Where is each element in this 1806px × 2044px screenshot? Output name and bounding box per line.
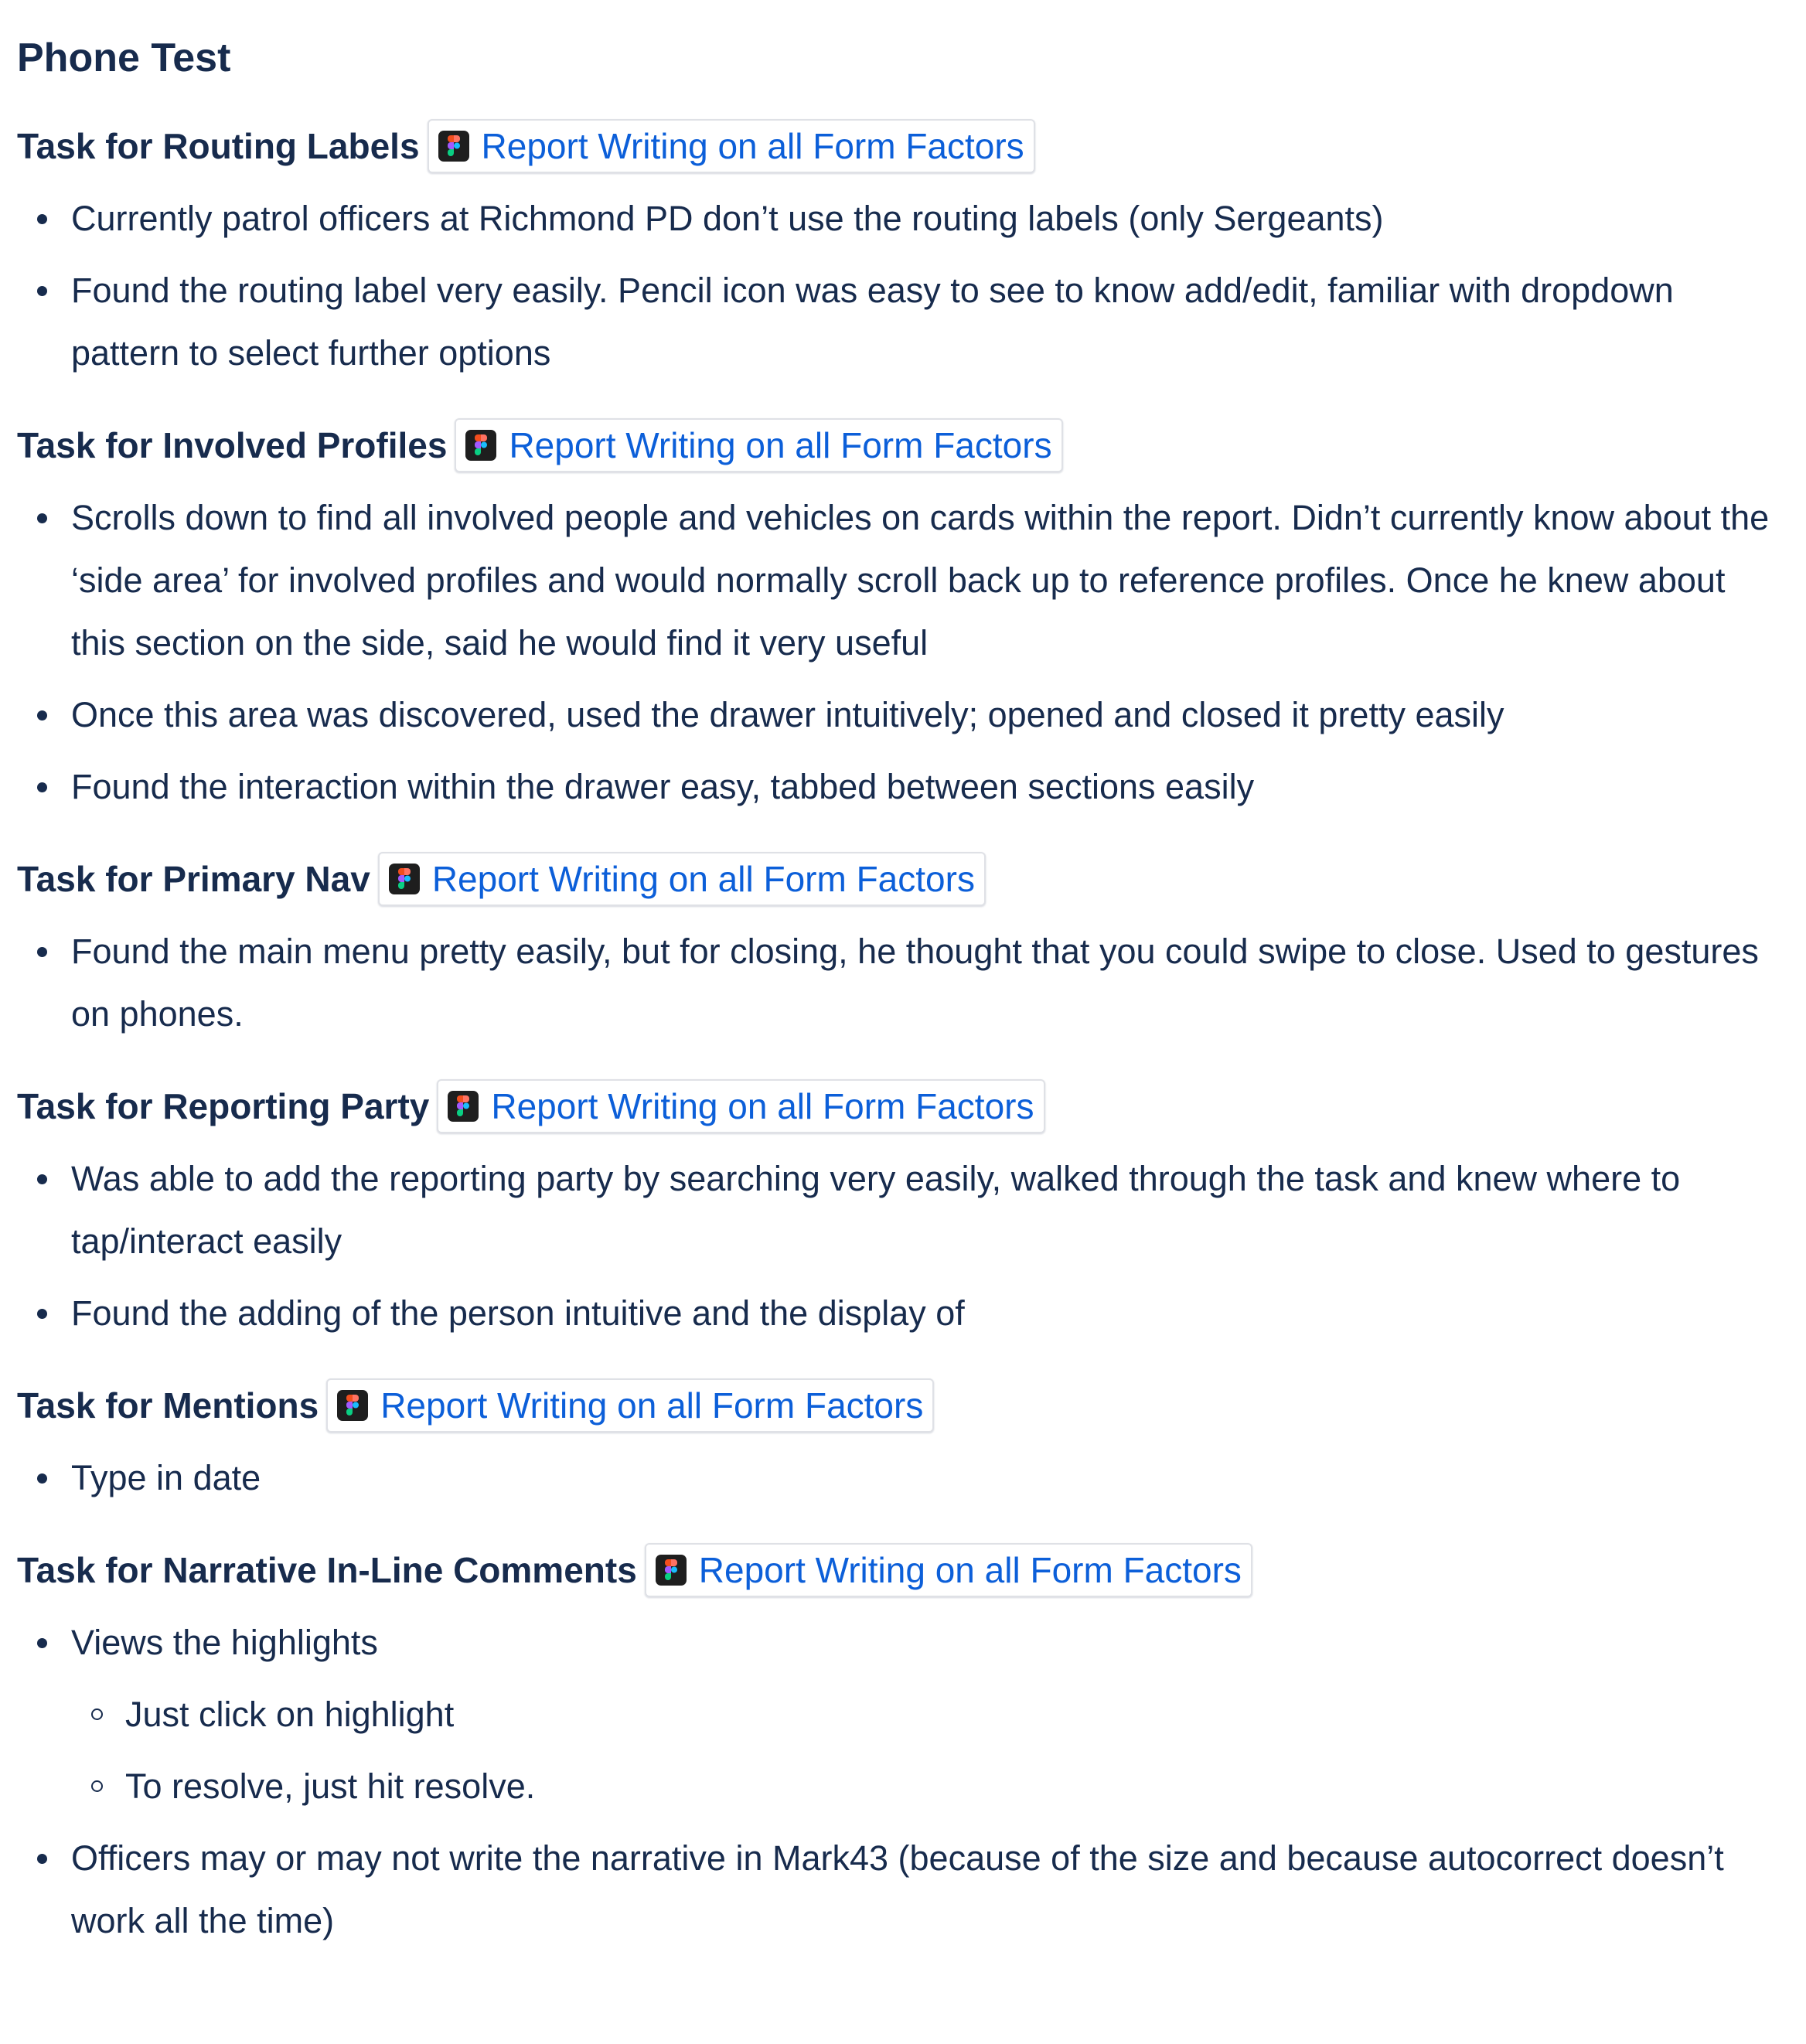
bullet-icon [37,1174,47,1184]
notes-list [17,920,1787,1045]
figma-smart-link[interactable] [378,852,986,906]
task-title: Task for Involved Profiles [17,425,448,465]
list-item-text: Type in date [71,1458,261,1497]
task-title: Task for Reporting Party [17,1086,430,1126]
figma-logo [398,868,411,889]
task-heading [17,418,1787,472]
list-item [17,1147,1787,1272]
task-list [17,119,1787,1952]
list-item-text: Found the interaction within the drawer easy, tabbed between sections easily [71,767,1255,806]
figma-logo [457,1095,469,1116]
bullet-icon [37,710,47,721]
bullet-icon [37,1309,47,1319]
figma-smart-link[interactable] [428,119,1035,173]
task-heading [17,1378,1787,1433]
bullet-icon [37,1638,47,1648]
notes-list [17,1446,1787,1509]
bullet-icon [37,1854,47,1864]
smart-link-label: Report Writing on all Form Factors [431,859,975,899]
figma-logo [448,135,460,156]
list-item [17,1827,1787,1952]
task-title: Task for Mentions [17,1385,319,1426]
list-item [17,259,1787,384]
notes-list [17,1147,1787,1344]
list-item-text: Was able to add the reporting party by searching very easily, walked through the task and knew where to tap/interact easily [71,1159,1681,1261]
smart-link-label: Report Writing on all Form Factors [698,1550,1242,1590]
list-item-text: Once this area was discovered, used the drawer intuitively; opened and closed it pretty easily [71,695,1504,734]
list-item-text: Scrolls down to find all involved people and vehicles on cards within the report. Didn’t currently know about the ‘side area’ for involved profiles and would normally scroll back up to reference profiles. Once he knew about this section on the side, said he would find it very useful [71,498,1770,663]
list-item [17,1446,1787,1509]
list-item-text: Currently patrol officers at Richmond PD don’t use the routing labels (only Sergeants) [71,199,1384,238]
list-item-text: Found the main menu pretty easily, but for closing, he thought that you could swipe to close. Used to gestures on phones. [71,932,1759,1034]
page-title: Phone Test [17,36,231,80]
list-item [17,683,1787,746]
figma-smart-link[interactable] [645,1543,1252,1597]
list-item [17,187,1787,250]
list-item [17,486,1787,674]
figma-logo [665,1559,677,1580]
bullet-icon [37,214,47,224]
list-item [17,755,1787,818]
list-item [17,1282,1787,1344]
smart-link-label: Report Writing on all Form Factors [380,1385,924,1426]
sub-list-item-text: To resolve, just hit resolve. [125,1766,536,1806]
figma-smart-link[interactable] [437,1079,1044,1133]
sub-list-item [71,1683,1787,1746]
task-title: Task for Narrative In-Line Comments [17,1550,637,1590]
figma-icon [465,430,496,461]
figma-logo [346,1395,359,1415]
smart-link-label: Report Writing on all Form Factors [481,126,1024,166]
page-content [17,0,1787,1952]
notes-list [17,486,1787,818]
notes-list [17,1611,1787,1952]
bullet-icon [37,782,47,792]
task-heading [17,1543,1787,1597]
figma-smart-link[interactable] [326,1378,934,1433]
sub-notes-list [71,1683,1787,1817]
figma-icon [438,131,469,162]
figma-logo [475,434,487,455]
figma-icon [656,1555,687,1586]
list-item-text: Officers may or may not write the narrative in Mark43 (because of the size and because autocorrect doesn’t work all the time) [71,1838,1724,1940]
bullet-icon [37,513,47,523]
bullet-icon [37,286,47,296]
list-item-text: Views the highlights [71,1623,378,1662]
hollow-bullet-icon [91,1780,103,1792]
figma-icon [448,1091,479,1122]
task-title: Task for Routing Labels [17,126,420,166]
smart-link-label: Report Writing on all Form Factors [509,425,1052,465]
figma-icon [337,1390,368,1421]
task-heading [17,119,1787,173]
list-item [17,1611,1787,1817]
task-heading [17,1079,1787,1133]
sub-list-item-text: Just click on highlight [125,1695,455,1734]
notes-list [17,187,1787,384]
list-item-text: Found the adding of the person intuitive and the display of [71,1293,965,1333]
sub-list-item [71,1755,1787,1817]
hollow-bullet-icon [91,1708,103,1720]
list-item-text: Found the routing label very easily. Pencil icon was easy to see to know add/edit, familiar with dropdown pattern to select further options [71,271,1674,373]
list-item [17,920,1787,1045]
figma-icon [389,864,420,894]
bullet-icon [37,947,47,957]
task-title: Task for Primary Nav [17,859,370,899]
bullet-icon [37,1473,47,1484]
task-heading [17,852,1787,906]
figma-smart-link[interactable] [455,418,1062,472]
smart-link-label: Report Writing on all Form Factors [491,1086,1034,1126]
